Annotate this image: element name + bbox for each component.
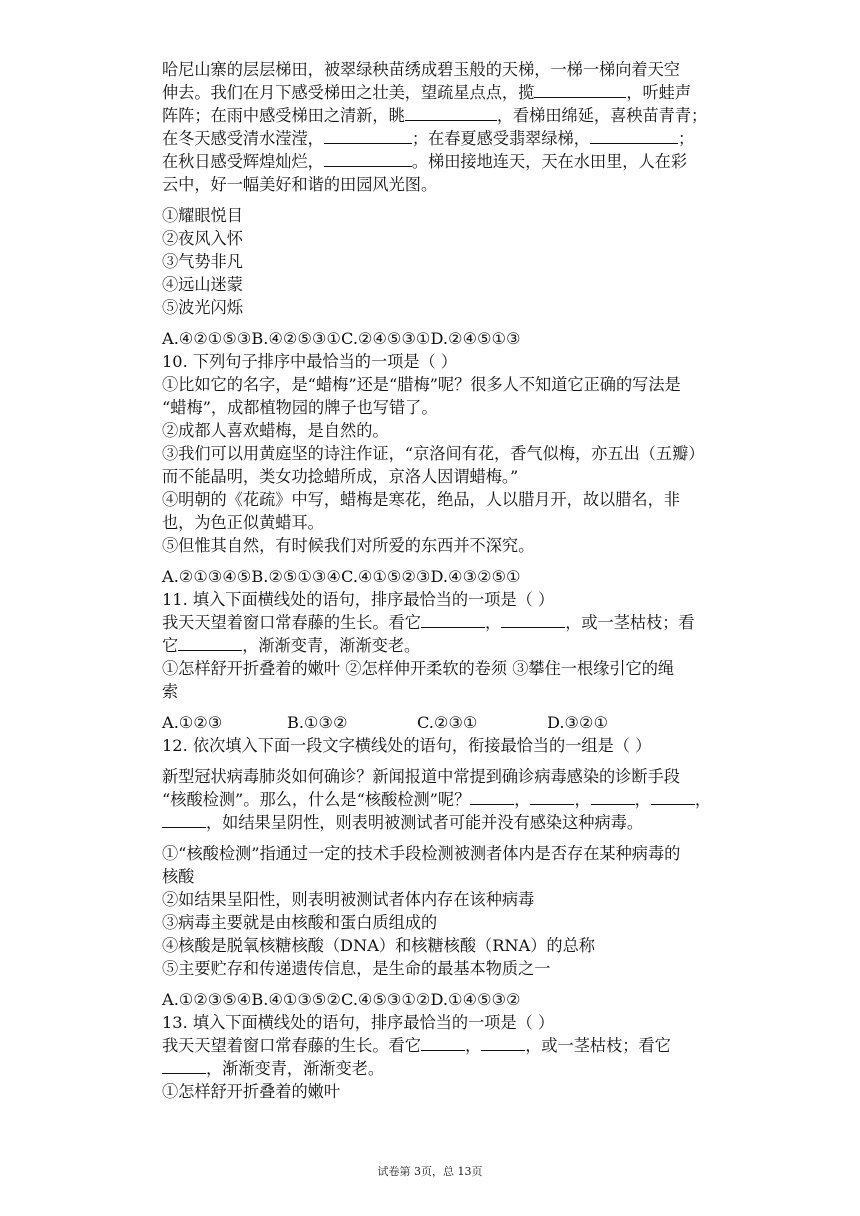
answer-blank[interactable] [421,1035,465,1051]
text-line: 新型冠状病毒肺炎如何确诊？新闻报道中常提到确诊病毒感染的诊断手段 [162,767,680,786]
option-d[interactable]: D.④③②⑤① [430,567,521,586]
option-a[interactable]: A.①②③⑤④ [162,990,252,1009]
list-item: ①怎样舒开折叠着的嫩叶 [162,1082,341,1101]
text-line: ，如结果呈阴性，则表明被测试者可能并没有感染这种病毒。 [162,811,722,834]
text-line: ②成都人喜欢蜡梅，是自然的。 [162,421,389,440]
answer-blank[interactable] [162,812,206,828]
text-line: ⑤但惟其自然，有时候我们对所爱的东西并不深究。 [162,536,535,555]
option-a[interactable]: A.②①③④⑤ [162,567,252,586]
list-item: ⑤波光闪烁 [162,298,243,317]
list-item: 核酸 [162,867,195,886]
page-footer: 试卷第 3页，总 13页 [377,1165,483,1178]
text-line: 云中，好一幅美好和谐的田园风光图。 [162,175,438,194]
answer-blank[interactable] [324,128,412,144]
text-line: 索 [162,682,179,701]
list-item: ④远山迷蒙 [162,275,243,294]
list-item: ②夜风入怀 [162,229,243,248]
answer-blank[interactable] [481,1035,525,1051]
question-12-items [162,842,722,980]
text-line: ④明朝的《花疏》中写，蜡梅是寒花，绝品，人以腊月开，故以腊名，非 [162,490,680,509]
option-c[interactable]: C.②③① [417,713,478,732]
text-line: 伸去。我们在月下感受梯田之壮美，望疏星点点，揽 ，听蛙声 [162,83,692,102]
question-11-options [162,711,722,734]
option-c[interactable]: C.④①⑤②③ [341,567,431,586]
exam-page [162,58,722,1103]
option-b[interactable]: B.④①③⑤② [251,990,342,1009]
option-a[interactable]: A.④②①⑤③ [162,329,252,348]
text-line: “核酸检测”。那么，什么是“核酸检测”呢？ ， ， ， ， [162,790,712,809]
answer-blank[interactable] [405,105,497,121]
answer-blank[interactable] [421,612,485,628]
text-line: 哈尼山寨的层层梯田，被翠绿秧苗绣成碧玉般的天梯，一梯一梯向着天空 [162,60,680,79]
question-10-items [162,373,722,557]
question-10-title: 10. 下列句子排序中最恰当的一项是（ ） [162,352,458,371]
text-line: 阵阵；在雨中感受梯田之清新，眺 ，看梯田绵延，喜秧苗青青； [162,106,708,125]
option-d[interactable]: D.②④⑤①③ [430,329,521,348]
answer-blank[interactable] [651,789,695,805]
option-c[interactable]: C.②④⑤③① [341,329,431,348]
answer-blank[interactable] [534,82,626,98]
list-item: ②如结果呈阳性，则表明被测试者体内存在该种病毒 [162,890,535,909]
option-b[interactable]: B.②⑤①③④ [251,567,342,586]
list-item: ①“核酸检测”指通过一定的技术手段检测被测者体内是否存在某种病毒的 [162,844,681,863]
question-13-title: 13. 填入下面横线处的语句，排序最恰当的一项是（ ） [162,1013,555,1032]
list-item: ③气势非凡 [162,252,243,271]
list-item: ①耀眼悦目 [162,206,243,225]
text-line: ，渐渐变青，渐渐变老。 [162,1057,722,1080]
question-12-options [162,988,722,1011]
option-d[interactable]: D.①④⑤③② [430,990,521,1009]
option-d[interactable]: D.③②① [547,713,609,732]
option-a[interactable]: A.①②③ [162,713,223,732]
text-line: ③我们可以用黄庭坚的诗注作证，“京洛间有花，香气似梅，亦五出（五瓣） [162,444,705,463]
text-line: 我天天望着窗口常春藤的生长。看它 ， ，或一茎枯枝；看它 [162,1036,671,1055]
text-line: 而不能晶明，类女功捻蜡所成，京洛人因谓蜡梅。” [162,467,519,486]
answer-blank[interactable] [324,151,412,167]
question-10-options [162,565,722,588]
answer-blank[interactable] [590,128,678,144]
question-11-title: 11. 填入下面横线处的语句，排序最恰当的一项是（ ） [162,590,555,609]
text-line: ①比如它的名字，是“蜡梅”还是“腊梅”呢？很多人不知道它正确的写法是 [162,375,681,394]
option-c[interactable]: C.④⑤③①② [341,990,431,1009]
text-line: 我天天望着窗口常春藤的生长。看它 ， ，或一茎枯枝；看 [162,613,695,632]
answer-blank[interactable] [470,789,514,805]
list-item: ④核酸是脱氧核糖核酸（DNA）和核糖核酸（RNA）的总称 [162,936,595,955]
answer-blank[interactable] [530,789,574,805]
text-line: ①怎样舒开折叠着的嫩叶 ②怎样伸开柔软的卷须 ③攀住一根缘引它的绳 [162,659,675,678]
text-line: 也，为色正似黄蜡耳。 [162,513,324,532]
option-b[interactable]: B.①③② [287,713,348,732]
answer-blank[interactable] [162,1058,206,1074]
question-9-options [162,327,722,350]
text-line: 它 ，渐渐变青，渐渐变老。 [162,636,421,655]
answer-blank[interactable] [591,789,635,805]
list-item: ⑤主要贮存和传递遗传信息，是生命的最基本物质之一 [162,959,551,978]
text-line: 在秋日感受辉煌灿烂， 。梯田接地连天，天在水田里，人在彩 [162,152,688,171]
question-9-items [162,204,722,319]
question-12-title: 12. 依次填入下面一段文字横线处的语句，衔接最恰当的一组是（ ） [162,736,652,755]
text-line: “蜡梅”，成都植物园的牌子也写错了。 [162,398,438,417]
answer-blank[interactable] [501,612,565,628]
option-b[interactable]: B.④②⑤③① [251,329,342,348]
answer-blank[interactable] [178,635,242,651]
question-9-passage [162,58,722,196]
list-item: ③病毒主要就是由核酸和蛋白质组成的 [162,913,438,932]
text-line: 在冬天感受清水滢滢， ；在春夏感受翡翠绿梯， ； [162,129,695,148]
